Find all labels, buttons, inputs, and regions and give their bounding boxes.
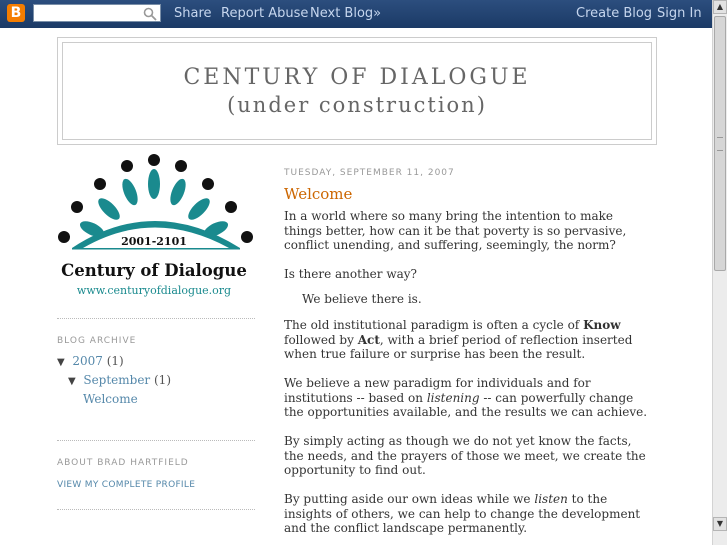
logo-name: Century of Dialogue — [61, 261, 247, 280]
about-heading: ABOUT BRAD HARTFIELD — [57, 458, 189, 468]
post-paragraph — [284, 376, 654, 420]
bold-act: Act — [357, 332, 380, 347]
expand-triangle-icon[interactable]: ▼ — [57, 357, 65, 368]
sidebar-divider — [57, 318, 255, 319]
navbar-search-input[interactable] — [33, 4, 161, 22]
create-blog-link[interactable]: Create Blog — [576, 6, 653, 21]
blog-archive-heading: BLOG ARCHIVE — [57, 336, 137, 346]
sidebar-divider — [57, 509, 255, 510]
text-run: The old institutional paradigm is often a cycle of — [284, 318, 584, 332]
post-paragraph: Is there another way? — [284, 267, 417, 281]
blogger-navbar — [0, 0, 712, 28]
post-title[interactable]: Welcome — [284, 185, 353, 203]
share-link[interactable]: Share — [174, 6, 212, 21]
next-blog-link[interactable]: Next Blog» — [310, 6, 382, 21]
blog-header — [57, 37, 657, 145]
post-date: TUESDAY, SEPTEMBER 11, 2007 — [284, 168, 455, 178]
header-inner-frame — [62, 42, 652, 140]
view-profile-link[interactable]: VIEW MY COMPLETE PROFILE — [57, 480, 196, 490]
post-paragraph — [284, 318, 654, 362]
scroll-thumb[interactable] — [714, 16, 726, 271]
bold-know: Know — [583, 318, 621, 332]
logo-years: 2001-2101 — [121, 235, 187, 248]
text-run: -- can powerfully change the opportunities available, and the results we can achieve. — [284, 390, 648, 420]
text-run: to the insights of others, we can help to change the development and the conflict landscape permanently. — [284, 492, 641, 536]
text-run: We believe a new paradigm for individuals and for institutions -- based on — [284, 376, 591, 405]
archive-post-link[interactable]: Welcome — [83, 392, 138, 406]
archive-month-item[interactable] — [68, 373, 171, 387]
archive-year-link[interactable]: 2007 — [72, 354, 103, 368]
report-abuse-link[interactable]: Report Abuse — [221, 6, 309, 21]
logo-url: www.centuryofdialogue.org — [76, 284, 232, 297]
archive-month-link[interactable]: September — [83, 373, 151, 387]
sidebar-divider — [57, 440, 255, 441]
text-run: followed by — [284, 332, 358, 347]
century-of-dialogue-logo — [57, 152, 256, 300]
blog-title[interactable]: CENTURY OF DIALOGUE — [183, 65, 531, 90]
scroll-down-arrow-icon[interactable]: ▼ — [713, 517, 727, 531]
post-paragraph: By simply acting as though we do not yet know the facts, the needs, and the prayers of those we meet, we create the opportunity to find out. — [284, 434, 646, 478]
italic-listening: listening — [426, 390, 480, 405]
sign-in-link[interactable]: Sign In — [657, 6, 702, 21]
expand-triangle-icon[interactable]: ▼ — [68, 376, 76, 387]
scroll-up-arrow-icon[interactable]: ▲ — [713, 0, 727, 14]
blog-description: (under construction) — [227, 93, 487, 117]
post-paragraph: We believe there is. — [302, 292, 422, 306]
archive-year-count: (1) — [106, 354, 124, 368]
thumb-grip — [717, 137, 723, 151]
archive-month-count: (1) — [154, 373, 171, 387]
blogger-logo-icon[interactable]: B — [7, 4, 25, 22]
post-paragraph: In a world where so many bring the intention to make things better, how can it be that poverty is so pervasive, conflict unending, and suffering, seemingly, the norm? — [284, 209, 627, 253]
italic-listen: listen — [534, 492, 568, 506]
page-scrollbar[interactable] — [712, 0, 727, 545]
text-run: , with a brief period of reflection inserted when true failure or surprise has been the result. — [284, 332, 633, 362]
post-paragraph — [284, 492, 654, 536]
search-icon[interactable] — [143, 7, 157, 21]
archive-year-item[interactable] — [57, 354, 124, 368]
text-run: By putting aside our own ideas while we — [284, 492, 535, 506]
